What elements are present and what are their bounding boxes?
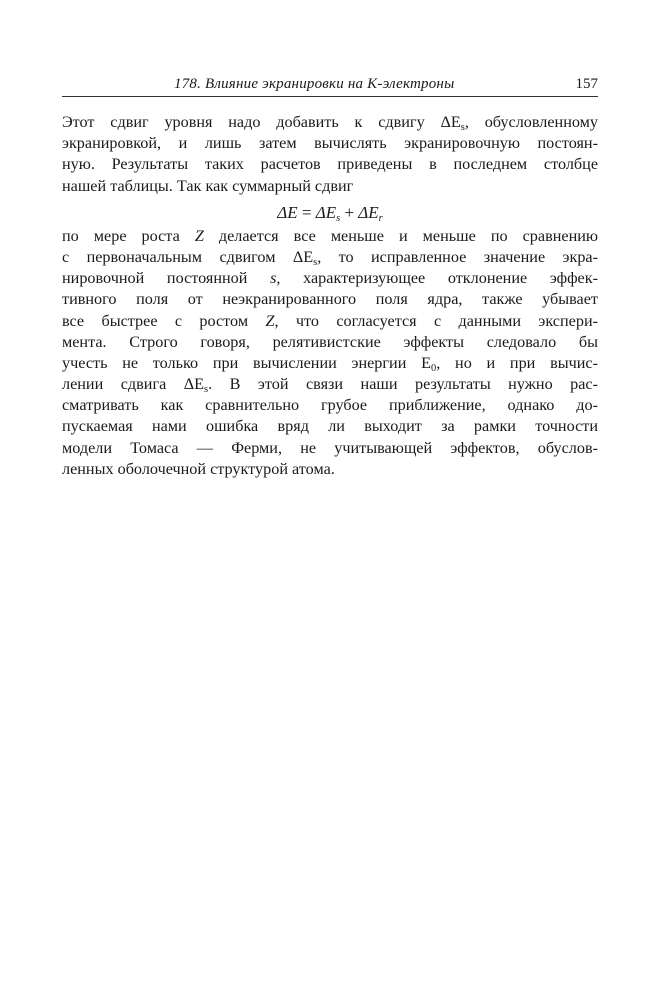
text-line: ленных оболочечной структурой атома. [62, 459, 335, 478]
text-line: с первоначальным сдвигом $\Delta E_s$, то исправленное значение экра- [62, 247, 599, 268]
text-line: лении сдвига $\Delta E_s$. В этой связи наши результаты нужно рас- [62, 375, 598, 396]
text-line: нашей таблицы. Так как суммарный сдвиг [62, 176, 354, 195]
body-text [62, 112, 598, 480]
text-line: сматривать как сравнительно грубое приближение, однако до- [62, 396, 598, 415]
text-line: нировочной постоянной s, характеризующее отклонение эффек- [62, 269, 598, 288]
text-line: мента. Строго говоря, релятивистские эффекты следовало бы [62, 332, 598, 351]
page-number: 157 [575, 76, 598, 92]
text-line: все быстрее с ростом Z, что согласуется с данными экспери- [62, 311, 598, 330]
text-line: тивного поля от неэкранированного поля ядра, также убывает [62, 290, 598, 309]
text-line: пускаемая нами ошибка вряд ли выходит за рамки точности [62, 417, 598, 436]
text-line: учесть не только при вычислении энергии $E_0$, но и при вычис- [62, 353, 598, 374]
running-header [62, 74, 598, 97]
text-line: по мере роста Z делается все меньше и меньше по сравнению [62, 226, 598, 245]
running-title: 178. Влияние экранировки на K-электроны [174, 76, 455, 92]
text-line: экранировкой, и лишь затем вычислять экранировочную постоян- [62, 134, 598, 153]
text-line: ную. Результаты таких расчетов приведены в последнем столбце [62, 155, 598, 174]
equation: $\Delta E = \Delta E_s + \Delta E_r$ [277, 202, 383, 224]
text-line: Этот сдвиг уровня надо добавить к сдвигу $\Delta E_s$, обусловленному [62, 113, 599, 133]
text-line: модели Томаса — Ферми, не учитывающей эффектов, обуслов- [62, 438, 598, 457]
